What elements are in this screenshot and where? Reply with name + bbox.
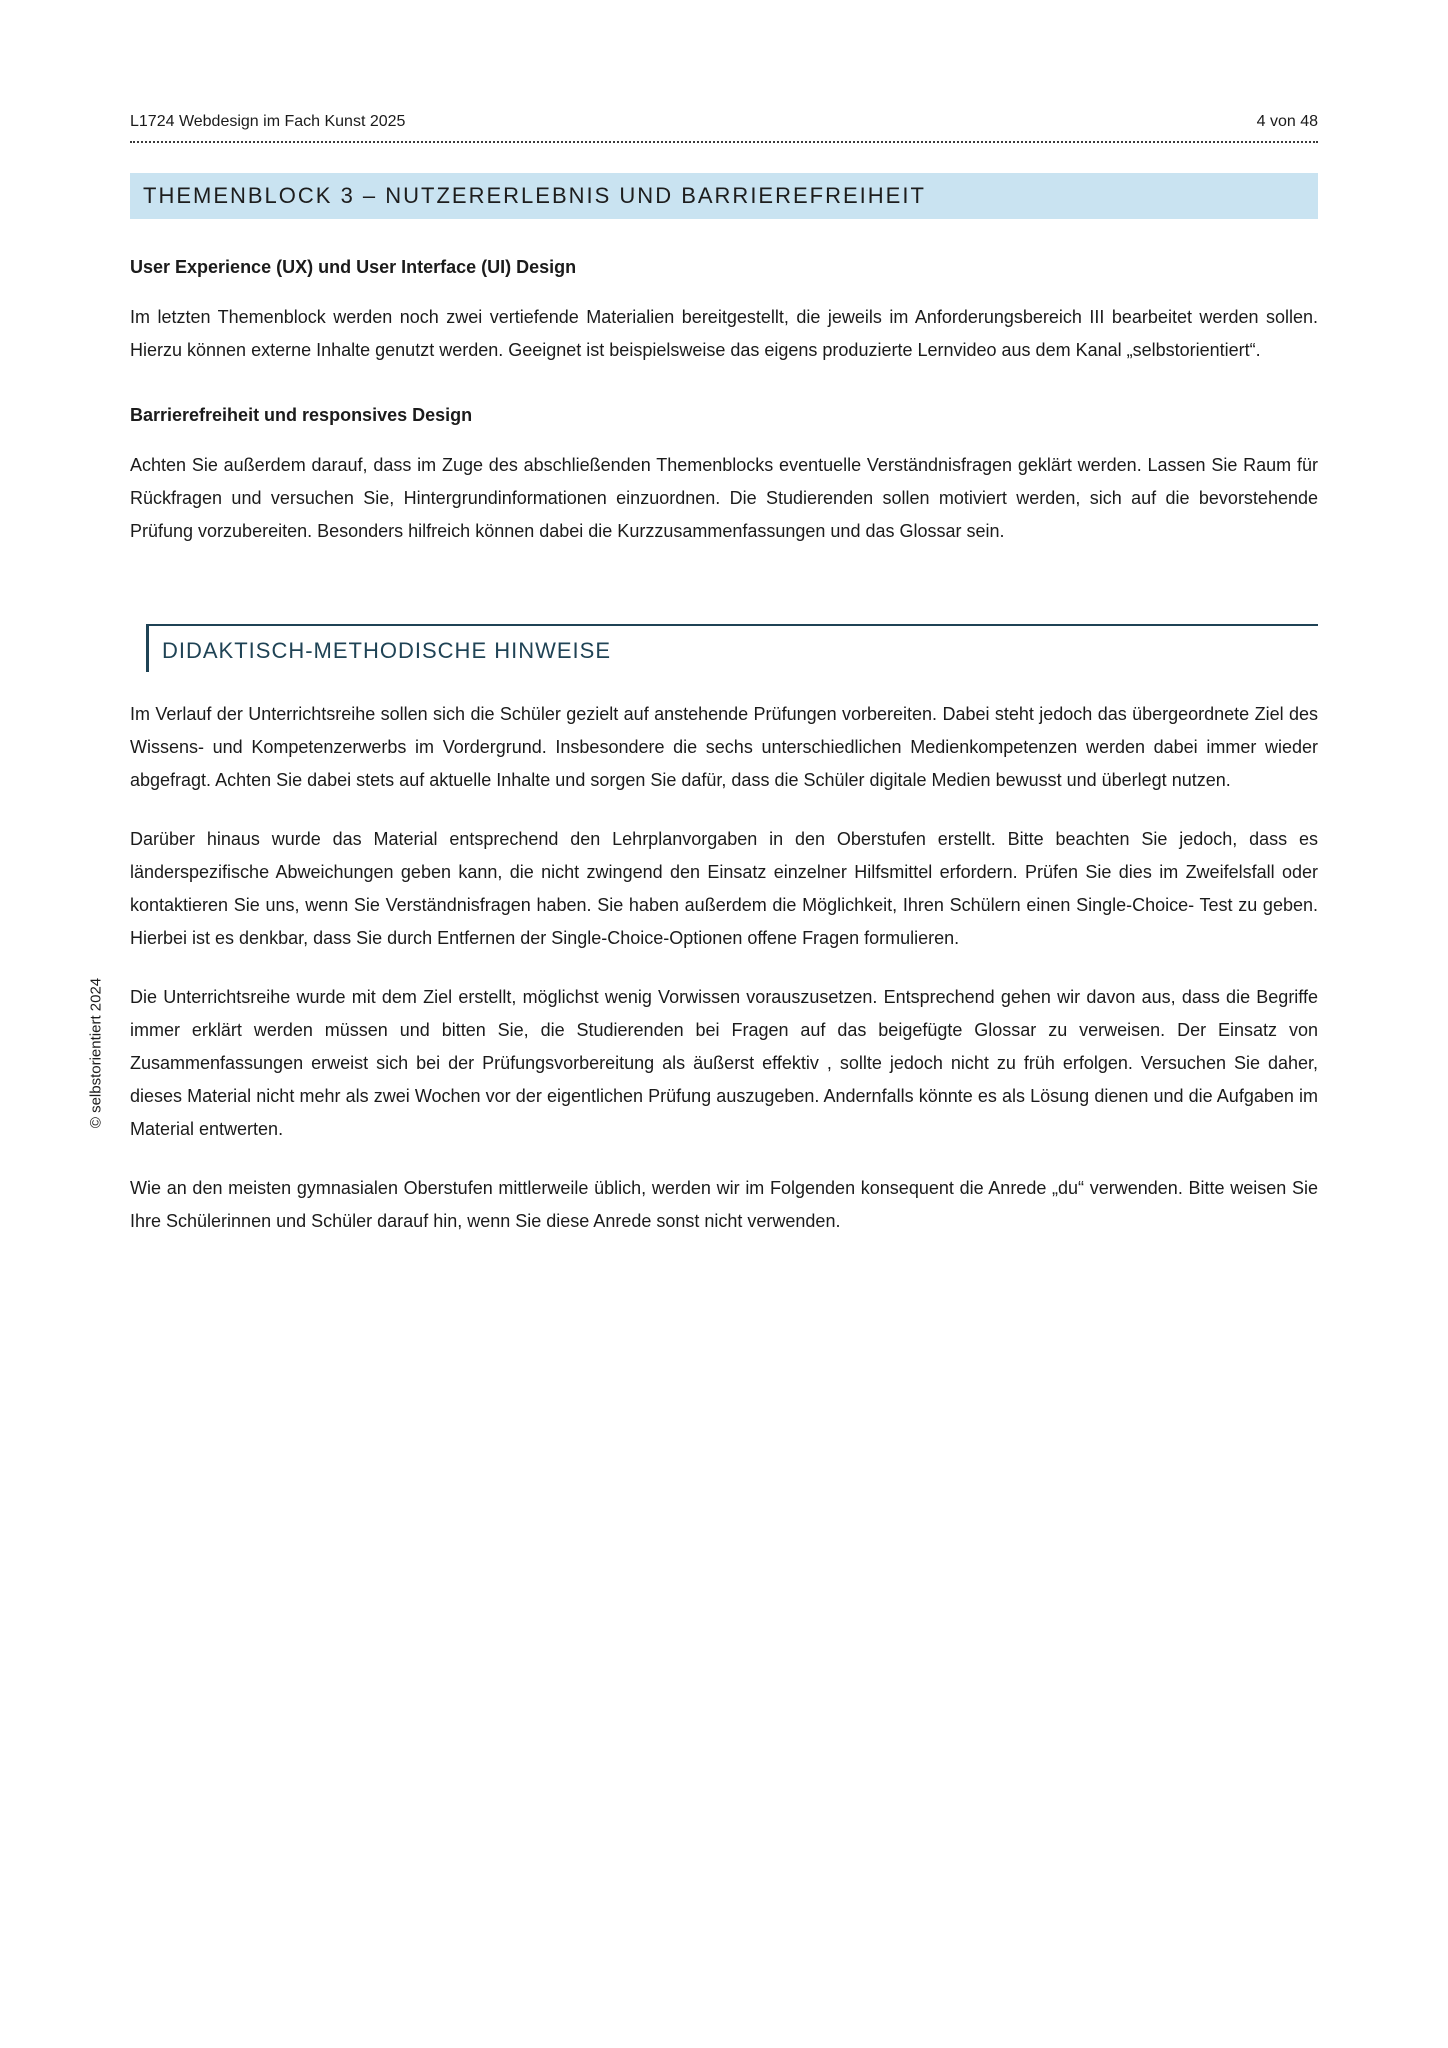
ux-section-heading: User Experience (UX) und User Interface (UI) Design: [130, 257, 577, 277]
didaktisch-paragraph-2: Darüber hinaus wurde das Material entsprechend den Lehrplanvorgaben in den Oberstufen erstellt. Bitte beachten Sie jedoch, dass es länderspezifische Abweichungen geben kann, die nicht zwingend den Einsatz einzelner Hilfsmittel erfordern. Prüfen Sie dies im Zweifelsfall oder kontaktieren Sie uns, wenn Sie Verständnisfragen haben. Sie haben außerdem die Möglichkeit, Ihren Schülern einen Single-Choice- Test zu geben. Hierbei ist es denkbar, dass Sie durch Entfernen der Single-Choice-Optionen offene Fragen formulieren.: [130, 829, 1318, 948]
ux-section-paragraph: Im letzten Themenblock werden noch zwei vertiefende Materialien bereitgestellt, die jeweils im Anforderungsbereich III bearbeitet werden sollen. Hierzu können externe Inhalte genutzt werden. Geeignet ist beispielsweise das eigens produzierte Lernvideo aus dem Kanal „selbstorientiert“.: [130, 307, 1318, 360]
themenblock-banner: THEMENBLOCK 3 – NUTZERERLEBNIS UND BARRIEREFREIHEIT: [130, 173, 1318, 219]
doc-title: L1724 Webdesign im Fach Kunst 2025: [130, 113, 406, 130]
didaktisch-paragraph-3: Die Unterrichtsreihe wurde mit dem Ziel erstellt, möglichst wenig Vorwissen vorauszusetzen. Entsprechend gehen wir davon aus, dass die Begriffe immer erklärt werden müssen und bitten Sie, die Studierenden bei Fragen auf das beigefügte Glossar zu verweisen. Der Einsatz von Zusammenfassungen erweist sich bei der Prüfungsvorbereitung als äußerst effektiv , sollte jedoch nicht zu früh erfolgen. Versuchen Sie daher, dieses Material nicht mehr als zwei Wochen vor der eigentlichen Prüfung auszugeben. Andernfalls könnte es als Lösung dienen und die Aufgaben im Material entwerten.: [130, 987, 1318, 1139]
didaktisch-paragraph-4: Wie an den meisten gymnasialen Oberstufen mittlerweile üblich, werden wir im Folgenden konsequent die Anrede „du“ verwenden. Bitte weisen Sie Ihre Schülerinnen und Schüler darauf hin, wenn Sie diese Anrede sonst nicht verwenden.: [130, 1178, 1318, 1231]
page-number: 4 von 48: [1256, 113, 1318, 130]
didaktisch-section-heading: DIDAKTISCH-METHODISCHE HINWEISE: [162, 638, 612, 663]
barrierefreiheit-section-paragraph: Achten Sie außerdem darauf, dass im Zuge des abschließenden Themenblocks eventuelle Verständnisfragen geklärt werden. Lassen Sie Raum für Rückfragen und versuchen Sie, Hintergrundinformationen einzuordnen. Die Studierenden sollen motiviert werden, sich auf die bevorstehende Prüfung vorzubereiten. Besonders hilfreich können dabei die Kurzzusammenfassungen und das Glossar sein.: [130, 455, 1318, 541]
barrierefreiheit-section-heading: Barrierefreiheit und responsives Design: [130, 405, 473, 425]
didaktisch-section-box: [146, 624, 1318, 672]
didaktisch-paragraph-1: Im Verlauf der Unterrichtsreihe sollen sich die Schüler gezielt auf anstehende Prüfungen vorbereiten. Dabei steht jedoch das übergeordnete Ziel des Wissens- und Kompetenzerwerbs im Vordergrund. Insbesondere die sechs unterschiedlichen Medienkompetenzen werden dabei immer wieder abgefragt. Achten Sie dabei stets auf aktuelle Inhalte und sorgen Sie dafür, dass die Schüler digitale Medien bewusst und überlegt nutzen.: [130, 704, 1318, 790]
page-header: [130, 112, 1318, 143]
copyright-vertical-text: © selbstorientiert 2024: [87, 977, 105, 1129]
